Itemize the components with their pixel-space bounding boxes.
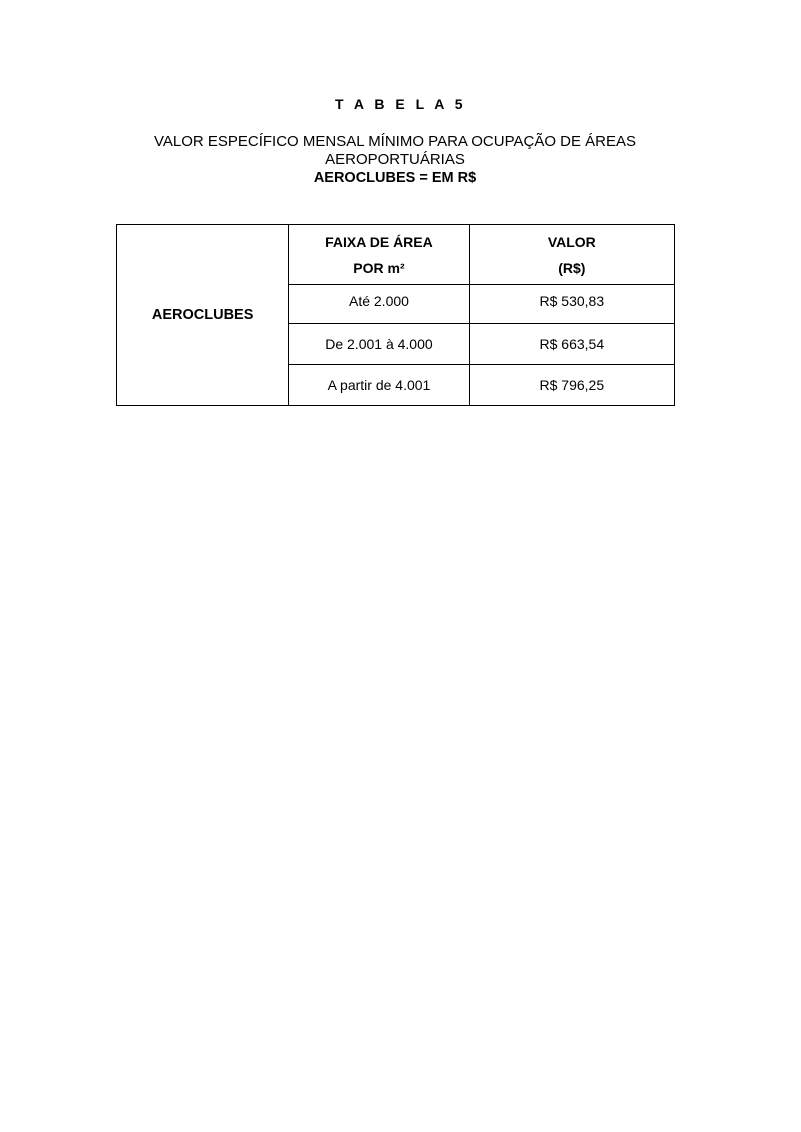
range-cell: [289, 285, 469, 324]
value-header: [469, 225, 674, 285]
rates-table: [116, 224, 675, 406]
description-line-3: AEROCLUBES = EM R$: [313, 170, 477, 186]
range-header: [289, 225, 469, 285]
range-cell: A partir de 4.001: [289, 365, 469, 406]
value-cell: R$ 663,54: [469, 324, 674, 365]
range-header-line-1: FAIXA DE ÁREA: [325, 233, 433, 250]
table-header-row: [117, 225, 675, 285]
value-cell: [469, 285, 674, 324]
category-cell: AEROCLUBES: [117, 225, 289, 406]
value-header-line-2: (R$): [558, 259, 586, 276]
value-text: R$ 530,83: [539, 293, 605, 309]
description-line-1: VALOR ESPECÍFICO MENSAL MÍNIMO PARA OCUPAÇÃO DE ÁREAS: [153, 133, 637, 150]
description-line-2: AEROPORTUÁRIAS: [325, 151, 465, 168]
value-cell: R$ 796,25: [469, 365, 674, 406]
range-cell: De 2.001 à 4.000: [289, 324, 469, 365]
table-number-title: T A B E L A 5: [334, 96, 467, 112]
value-header-line-1: VALOR: [547, 233, 596, 250]
table-description: [0, 133, 790, 187]
range-text: Até 2.000: [348, 293, 409, 309]
range-header-line-2: POR m²: [353, 259, 405, 276]
